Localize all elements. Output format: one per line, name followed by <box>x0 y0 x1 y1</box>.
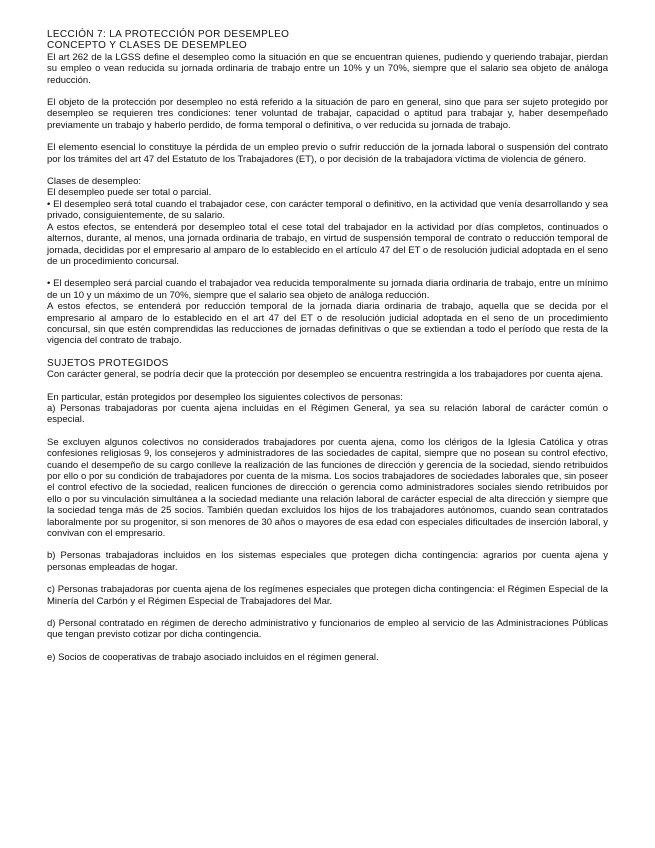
section-heading-sujetos: SUJETOS PROTEGIDOS <box>47 357 169 369</box>
list-item-desempleo-total: • El desempleo será total cuando el trabajador cese, con carácter temporal o definitivo, en la actividad que venía desarrollando y sea privado, consiguientemente, de su salario. <box>47 198 608 222</box>
list-item-desempleo-parcial: • El desempleo será parcial cuando el trabajador vea reducida temporalmente su jornada diaria ordinaria de trabajo, entre un mínimo de un 10 y un máximo de un 70%, siempre que el salario sea objeto de análoga reducción. <box>47 278 608 301</box>
paragraph-definicion: El art 262 de la LGSS define el desempleo como la situación en que se encuentran quienes, pudiendo y queriendo trabajar, pierdan su empleo o vean reducida su jornada ordinaria de trabajo entre un 10% y un 70%, siempre que el salario sea objeto de análoga reducción. <box>47 51 608 86</box>
paragraph-desempleo-parcial-detalle: A estos efectos, se entenderá por reducción temporal de la jornada diaria ordinaria de trabajo, aquella que se decida por el empresario al amparo de lo establecido en el art 47 del ET o de resolución judicial adoptada en el seno de un procedimiento concursal, sin que estén comprendidas las reducciones de jornadas definitivas o que se extiendan a todo el período que resta de la vigencia del contrato de trabajo. <box>47 301 608 347</box>
list-item-b: b) Personas trabajadoras incluidos en los sistemas especiales que protegen dicha contingencia: agrarios por cuenta ajena y personas empleadas de hogar. <box>47 550 608 573</box>
paragraph-objeto: El objeto de la protección por desempleo no está referido a la situación de paro en general, sino que para ser sujeto protegido por desempleo se requieren tres condiciones: tener voluntad de trabajar, capacidad o aptitud para trabajar y, haber desempeñado previamente un trabajo y haberlo perdido, de forma temporal o definitiva, o ver reducida su jornada de trabajo. <box>47 97 608 131</box>
paragraph-sujetos-general: Con carácter general, se podría decir que la protección por desempleo se encuentra restringida a los trabajadores por cuenta ajena. <box>47 369 604 381</box>
list-item-e: e) Socios de cooperativas de trabajo asociado incluidos en el régimen general. <box>47 651 379 663</box>
paragraph-exclusiones: Se excluyen algunos colectivos no considerados trabajadores por cuenta ajena, como los clérigos de la Iglesia Católica y otras confesiones religiosas 9, los consejeros y administradores de las sociedades de capital, siempre que no posean su control efectivo, cuando el desempeño de su cargo conlleve la realización de las funciones de dirección y gerencia de la sociedad, siendo retribuidos por ello o por su condición de trabajadores por cuenta de la misma. Los socios trabajadores de sociedades laborales que, sin poseer el control efectivo de la sociedad, realicen funciones de dirección o gerencia como administradores sociales siendo retribuidos por ello o por su vinculación simultánea a la sociedad mediante una relación laboral de carácter especial de alta dirección y siempre que la sociedad tenga más de 25 socios. También quedan excluidos los hijos de los trabajadores autónomos, cuando sean contratados laboralmente por su progenitor, si son menores de 30 años o mayores de esa edad con especiales dificultades de inserción laboral, y convivan con el empresario. <box>47 436 608 540</box>
document-page <box>47 29 608 663</box>
clases-intro: El desempleo puede ser total o parcial. <box>47 187 212 199</box>
paragraph-sujetos-intro: En particular, están protegidos por desempleo los siguientes colectivos de personas: <box>47 391 403 403</box>
list-item-d: d) Personal contratado en régimen de derecho administrativo y funcionarios de empleo al servicio de las Administraciones Públicas que tengan previsto cotizar por dicha contingencia. <box>47 618 608 641</box>
clases-label: Clases de desempleo: <box>47 176 141 188</box>
list-item-c: c) Personas trabajadoras por cuenta ajena de los regímenes especiales que protegen dicha contingencia: el Régimen Especial de la Minería del Carbón y el Régimen Especial de Trabajadores del Mar. <box>47 584 608 607</box>
list-item-a: a) Personas trabajadoras por cuenta ajena incluidas en el Régimen General, ya sea su relación laboral de carácter común o especial. <box>47 402 608 426</box>
paragraph-desempleo-total-detalle: A estos efectos, se entenderá por desempleo total el cese total del trabajador en la actividad por días completos, continuados o alternos, durante, al menos, una jornada ordinaria de trabajo, en virtud de suspensión temporal de contrato o reducción temporal de jornada, decididas por el empresario al amparo de lo establecido en el artículo 47 del ET o de resolución judicial adoptada en el seno de un procedimiento concursal. <box>47 221 608 267</box>
paragraph-elemento-esencial: El elemento esencial lo constituye la pérdida de un empleo previo o sufrir reducción de la jornada laboral o suspensión del contrato por los trámites del art 47 del Estatuto de los Trabajadores (ET), o por decisión de la trabajadora víctima de violencia de género. <box>47 142 608 165</box>
section-heading-concepto: CONCEPTO Y CLASES DE DESEMPLEO <box>47 40 248 52</box>
lesson-title: LECCIÓN 7: LA PROTECCIÓN POR DESEMPLEO <box>47 29 290 40</box>
